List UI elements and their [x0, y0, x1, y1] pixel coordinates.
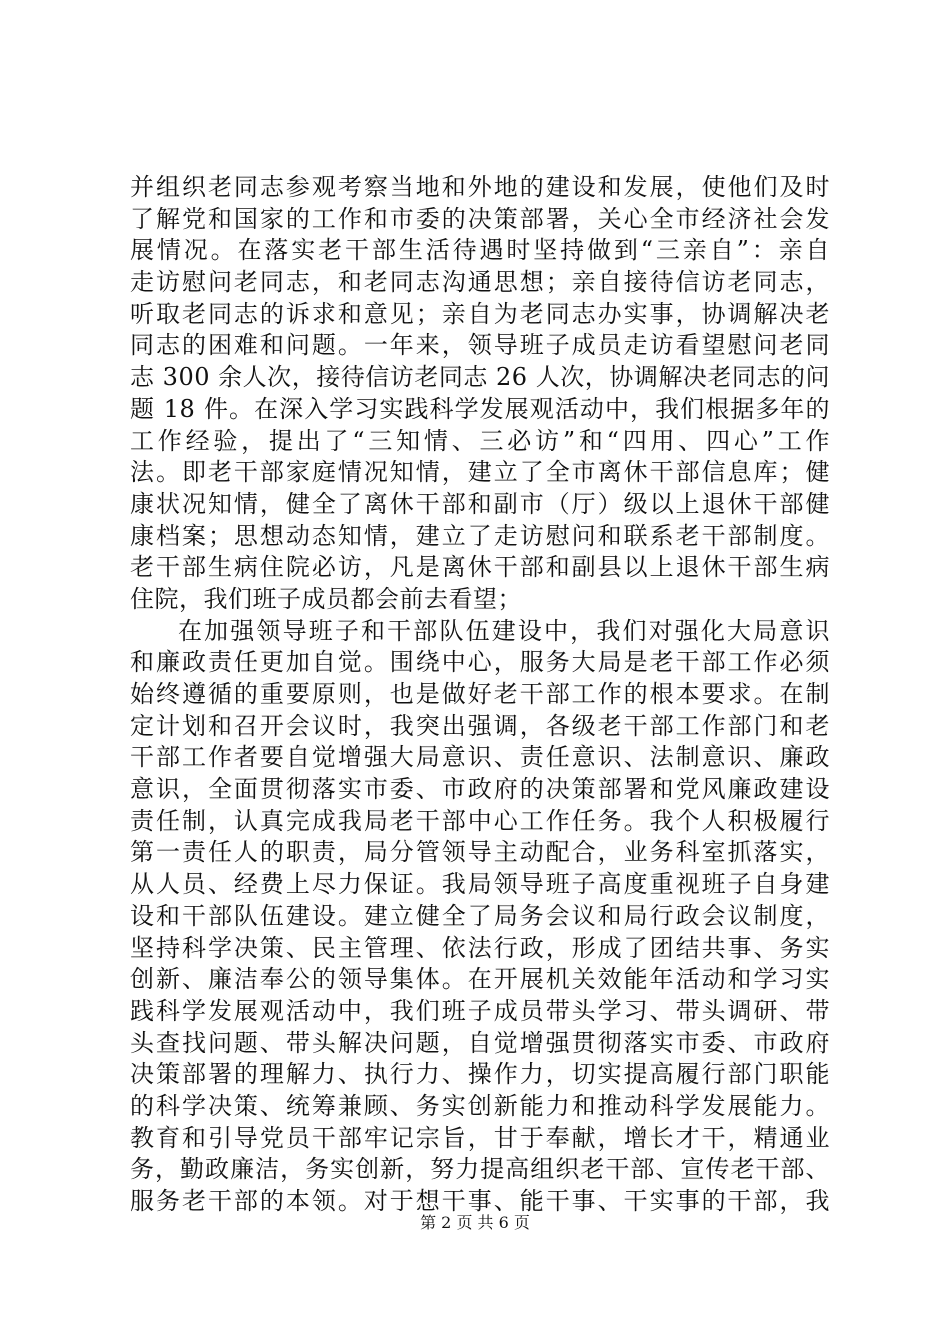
text-line: 干部工作者要自觉增强大局意识、责任意识、法制意识、廉政 — [130, 743, 830, 772]
text-line: 志 300 余人次，接待信访老同志 26 人次，协调解决老同志的问 — [130, 363, 830, 392]
text-line: 和廉政责任更加自觉。围绕中心，服务大局是老干部工作必须 — [130, 648, 830, 677]
text-line: 服务老干部的本领。对于想干事、能干事、干实事的干部，我 — [130, 1187, 830, 1215]
text-line: 住院，我们班子成员都会前去看望； — [130, 584, 522, 613]
text-line: 走访慰问老同志，和老同志沟通思想；亲自接待信访老同志， — [130, 268, 830, 297]
text-line: 法。即老干部家庭情况知情，建立了全市离休干部信息库；健 — [130, 458, 830, 487]
text-line: 意识，全面贯彻落实市委、市政府的决策部署和党风廉政建设 — [130, 775, 830, 804]
text-line: 康状况知情，健全了离休干部和副市（厅）级以上退休干部健 — [130, 489, 830, 518]
text-line: 在加强领导班子和干部队伍建设中，我们对强化大局意识 — [178, 616, 830, 645]
text-line: 务，勤政廉洁，务实创新，努力提高组织老干部、宣传老干部、 — [130, 1155, 830, 1184]
text-line: 教育和引导党员干部牢记宗旨，甘于奉献，增长才干，精通业 — [130, 1123, 830, 1152]
text-line: 同志的困难和问题。一年来，领导班子成员走访看望慰问老同 — [130, 331, 830, 360]
text-line: 设和干部队伍建设。建立健全了局务会议和局行政会议制度， — [130, 901, 830, 930]
text-line: 了解党和国家的工作和市委的决策部署，关心全市经济社会发 — [130, 204, 830, 233]
text-line: 责任制，认真完成我局老干部中心工作任务。我个人积极履行 — [130, 806, 830, 835]
text-line: 题 18 件。在深入学习实践科学发展观活动中，我们根据多年的 — [130, 394, 830, 423]
text-line: 工作经验，提出了“三知情、三必访”和“四用、四心”工作 — [130, 426, 830, 455]
body-text — [130, 172, 830, 1218]
text-line: 践科学发展观活动中，我们班子成员带头学习、带头调研、带 — [130, 996, 830, 1025]
text-line: 定计划和召开会议时，我突出强调，各级老干部工作部门和老 — [130, 711, 830, 740]
text-line: 始终遵循的重要原则，也是做好老干部工作的根本要求。在制 — [130, 680, 830, 708]
text-line: 第一责任人的职责，局分管领导主动配合，业务科室抓落实， — [130, 838, 830, 867]
page-footer: 第 2 页 共 6 页 — [420, 1213, 530, 1232]
text-line: 坚持科学决策、民主管理、依法行政，形成了团结共事、务实 — [130, 933, 830, 962]
text-line: 决策部署的理解力、执行力、操作力，切实提高履行部门职能 — [130, 1060, 830, 1089]
text-line: 头查找问题、带头解决问题，自觉增强贯彻落实市委、市政府 — [130, 1028, 830, 1057]
text-line: 老干部生病住院必访，凡是离休干部和副县以上退休干部生病 — [130, 553, 830, 582]
text-line: 听取老同志的诉求和意见；亲自为老同志办实事，协调解决老 — [130, 299, 830, 328]
text-line: 从人员、经费上尽力保证。我局领导班子高度重视班子自身建 — [130, 870, 830, 899]
text-line: 并组织老同志参观考察当地和外地的建设和发展，使他们及时 — [130, 173, 830, 201]
text-line: 创新、廉洁奉公的领导集体。在开展机关效能年活动和学习实 — [130, 965, 830, 994]
text-line: 的科学决策、统筹兼顾、务实创新能力和推动科学发展能力。 — [130, 1091, 830, 1120]
text-line: 展情况。在落实老干部生活待遇时坚持做到“三亲自”：亲自 — [130, 236, 830, 265]
text-line: 康档案；思想动态知情，建立了走访慰问和联系老干部制度。 — [130, 521, 830, 550]
